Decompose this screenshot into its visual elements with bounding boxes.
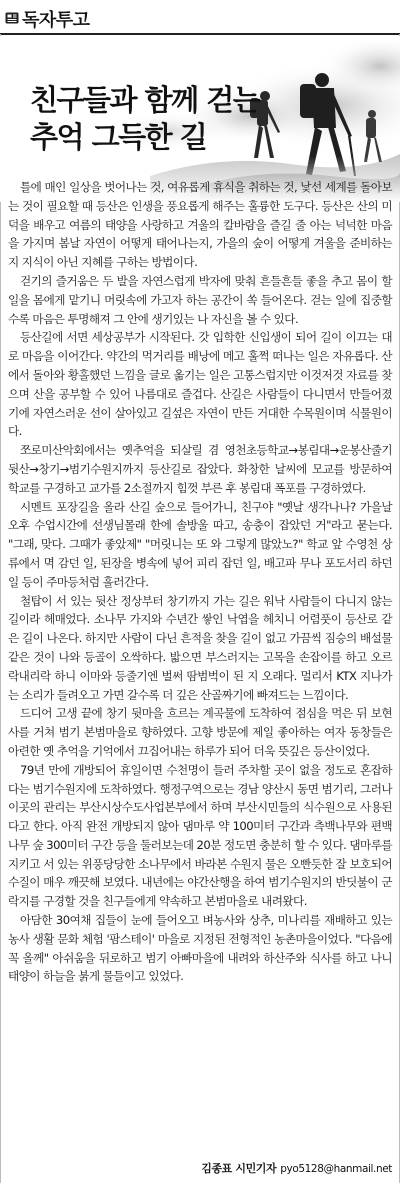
- paragraph: 79년 만에 개방되어 휴일이면 수천명이 들러 주차할 곳이 없을 정도로 혼잡하다는 범기수원지에 도착하였다. 행정구역으로는 경남 양산시 동면 범기리, 그러나 이곳의 관리는 부산시상수도사업본부에서 하며 부산시민들의 식수원으로 사용된다고 한다. 아직 완전 개방되지 않아 댐마루 약 100미터 구간과 측백나무와 편백나무 숲 300미터 구간 등을 둘러보는데 20분 정도면 충분히 할 수 있다. 댐마루를 지키고 서 있는 위풍당당한 소나무에서 바라본 수원지 물은 오빤듯한 잘 보호되어 수질이 매우 깨끗해 보였다. 내년에는 야간산행을 하여 범기수원지의 반딧불이 군락지를 구경할 것을 친구들에게 약속하고 본범마을로 내려왔다.: [8, 762, 392, 909]
- left-border: [0, 34, 1, 1183]
- paragraph: 시멘트 포장길을 올라 산길 숲으로 들어가니, 친구야 "옛날 생각나나? 가을날 오후 수업시간에 선생님몰래 한에 솔방울 따고, 송충이 잡았던 거"라고 묻는다. "그래, 맞다. 그때가 좋았제" "머릿니는 또 와 그렇게 많았노?" 학교 앞 수영천 상류에서 멱 감던 일, 된장을 병속에 넣어 피리 잡던 일, 배고파 무나 포도서리 하던 일 등이 주마등처럼 흘러간다.: [8, 499, 392, 589]
- article-body: [8, 178, 392, 986]
- section-label: 독자투고: [22, 10, 90, 31]
- article-title: [30, 82, 259, 156]
- paragraph: 걷기의 즐거움은 두 발을 자연스럽게 박자에 맞춰 흔들흔들 좋을 추고 몸이 할 일을 몸에게 맡기니 머릿속에 가고자 하는 공간이 쏙 들어온다. 걷는 일에 집중할수록 마음은 투명해져 그 안에 생기있는 나 자신을 볼 수 있다.: [8, 273, 392, 326]
- paragraph: 쪼로미산악회에서는 옛추억을 되살릴 겸 영천초등학교→봉림대→운봉산줄기 뒷산→창기→범기수원지까지 등산길로 잡았다. 화창한 날씨에 모교를 방문하여 학교를 구경하고 교가를 2소절까지 힘껏 부른 후 봉림대 폭포를 구경하였다.: [8, 443, 392, 495]
- newspaper-icon: [5, 10, 19, 24]
- paragraph: 철탑이 서 있는 뒷산 정상부터 창기까지 가는 길은 워낙 사람들이 다니지 않는 길이라 헤매었다. 소나무 가지와 수년간 쌓인 낙엽을 헤치니 어렴풋이 등산로 같은 길이 나온다. 하지만 사람이 다닌 흔적을 찾을 길이 없고 가끔씩 짐승의 배설물 같은 것이 나와 등골이 오싹하다. 밟으면 부스러지는 고목을 손잡이를 하고 오르락내리락 하니 이마와 등줄기엔 벌써 땀범벅이 된 지 오래다. 멀리서 KTX 지나가는 소리가 들려오고 가면 갈수록 더 깊은 산골짜기에 빠져드는 느낌이다.: [8, 593, 392, 702]
- header-divider: [0, 33, 400, 35]
- paragraph: 등산길에 서면 세상공부가 시작된다. 갓 입학한 신입생이 되어 길이 이끄는 대로 마음을 이어간다. 약간의 먹거리를 배낭에 메고 훌쩍 떠나는 일은 자유롭다. 산에서 돌아와 황홀했던 느낌을 글로 옮기는 일은 고통스럽지만 이것저것 자료를 찾으며 산을 공부할 수 있어 나름대로 즐겁다. 산길은 사람들이 다니면서 만들어졌기에 자연스러운 선이 살아있고 길섶은 자연이 만든 거대한 수목원이며 식물원이다.: [8, 330, 392, 439]
- title-line: 친구들과 함께 걷는: [30, 83, 260, 117]
- author-email: pyo5128@hanmail.net: [280, 1163, 392, 1175]
- paragraph: 틀에 매인 일상을 벗어나는 것, 여유롭게 휴식을 취하는 것, 낯선 세계를 돌아보는 것이 필요할 때 등산은 인생을 풍요롭게 해주는 훌륭한 도구다. 등산은 산의 미덕을 배우고 여름의 태양을 사랑하고 겨울의 칼바람을 즐길 줄 아는 넉넉한 마음을 가지며 봄날 자연이 어떻게 태어나는지, 가을의 숲이 어떻게 겨울을 준비하는지 지식이 아닌 지혜를 구하는 방법이다.: [8, 180, 392, 270]
- author-name: 김종표 시민기자: [201, 1162, 277, 1175]
- byline: [201, 1160, 392, 1176]
- section-header: [0, 0, 400, 34]
- paragraph: 아담한 30여채 집들이 눈에 들어오고 벼농사와 상추, 미나리를 재배하고 있는 농사 생활 문화 체험 '팜스테이' 마을로 지정된 전형적인 농촌마을이었다. "다음에 꼭 올께" 아쉬움을 뒤로하고 범기 아빠마을에 내려와 하산주와 식사를 하고 나니 태양이 하늘을 붉게 물들이고 있었다.: [8, 913, 392, 984]
- title-line: 추억 그득한 길: [30, 120, 207, 154]
- paragraph: 드디어 고생 끝에 창기 뒷마을 흐르는 계곡물에 도착하여 점심을 먹은 뒤 보현사를 거쳐 범기 본범마을로 향하였다. 고향 방문에 제일 좋아하는 여자 동창들은 아련한 옛 추억을 기억에서 끄집어내는 하루가 되어 더욱 뜻깊은 등산이었다.: [8, 706, 392, 758]
